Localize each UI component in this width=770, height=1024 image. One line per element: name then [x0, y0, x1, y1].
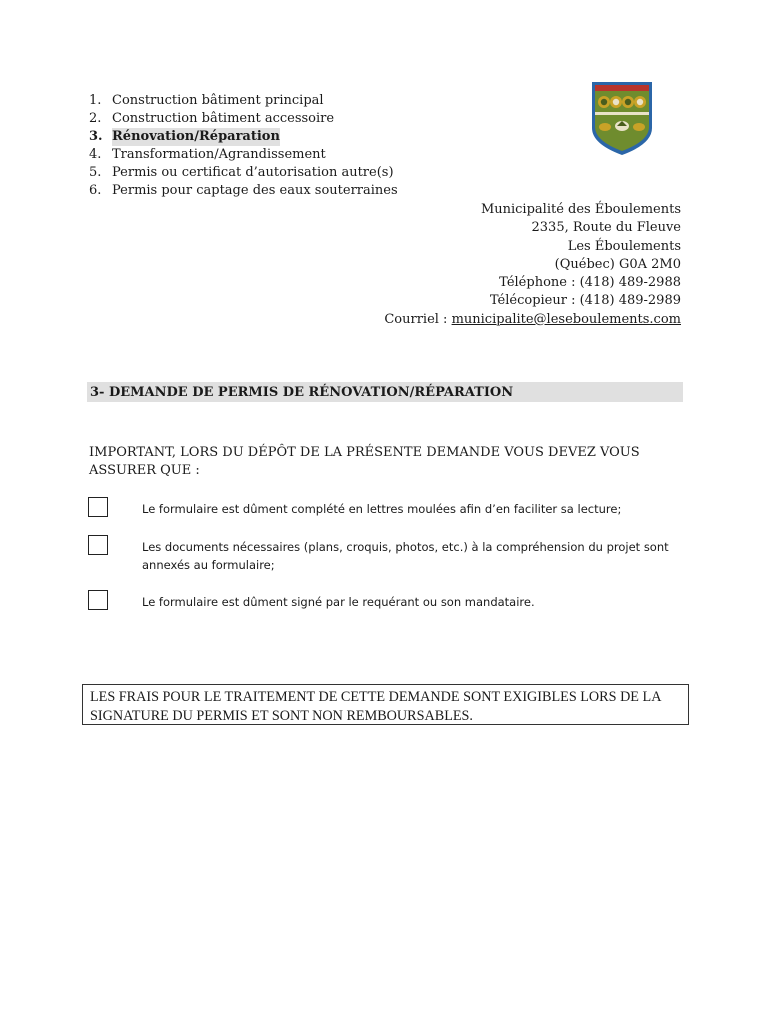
- permit-type-item: [89, 164, 398, 182]
- permit-type-number: 6.: [89, 183, 102, 198]
- permit-type-item: [89, 110, 398, 128]
- permit-type-number: 5.: [89, 165, 102, 180]
- permit-type-label: Transformation/Agrandissement: [112, 147, 326, 162]
- checklist-checkbox[interactable]: [88, 590, 108, 610]
- municipality-phone: Téléphone : (418) 489-2988: [499, 275, 681, 291]
- permit-type-number: 4.: [89, 147, 102, 162]
- municipality-street: 2335, Route du Fleuve: [531, 220, 681, 236]
- permit-type-list: [89, 92, 398, 200]
- permit-type-number: 2.: [89, 111, 102, 126]
- permit-type-label: Rénovation/Réparation: [112, 129, 280, 144]
- municipality-email-line: [384, 311, 681, 329]
- permit-type-item: [89, 92, 398, 110]
- municipality-address-block: [384, 201, 681, 329]
- permit-type-number: 1.: [89, 93, 102, 108]
- checklist-item-text: Le formulaire est dûment signé par le requérant ou son mandataire.: [142, 595, 535, 609]
- permit-type-number: 3.: [89, 129, 103, 144]
- section-title: 3- DEMANDE DE PERMIS DE RÉNOVATION/RÉPARATION: [87, 382, 683, 402]
- permit-type-label: Construction bâtiment principal: [112, 93, 324, 108]
- municipality-city: Les Éboulements: [567, 238, 681, 254]
- fee-notice-box: LES FRAIS POUR LE TRAITEMENT DE CETTE DEMANDE SONT EXIGIBLES LORS DE LA SIGNATURE DU PERMIS ET SONT NON REMBOURSABLES.: [82, 684, 689, 725]
- important-notice: IMPORTANT, LORS DU DÉPÔT DE LA PRÉSENTE DEMANDE VOUS DEVEZ VOUS ASSURER QUE :: [89, 445, 640, 478]
- checklist-checkbox[interactable]: [88, 497, 108, 517]
- email-link[interactable]: municipalite@leseboulements.com: [451, 311, 681, 327]
- permit-type-label: Construction bâtiment accessoire: [112, 111, 335, 126]
- checklist-item-text: Les documents nécessaires (plans, croquis, photos, etc.) à la compréhension du projet sont annexés au formulaire;: [142, 540, 669, 572]
- permit-type-label: Permis ou certificat d’autorisation autre(s): [112, 165, 394, 180]
- permit-type-label: Permis pour captage des eaux souterraines: [112, 183, 398, 198]
- permit-type-item: [89, 182, 398, 200]
- checklist-checkbox[interactable]: [88, 535, 108, 555]
- municipality-fax: Télécopieur : (418) 489-2989: [489, 293, 681, 309]
- permit-type-item: [89, 146, 398, 164]
- municipality-province-postal: (Québec) G0A 2M0: [554, 256, 681, 272]
- crest-shield-icon: [586, 78, 658, 158]
- email-label: Courriel :: [384, 311, 452, 327]
- permit-type-item-selected: [89, 128, 398, 146]
- municipality-name: Municipalité des Éboulements: [480, 202, 681, 217]
- checklist-item-text: Le formulaire est dûment complété en lettres moulées afin d’en faciliter sa lecture;: [142, 502, 622, 516]
- municipal-crest-logo: [586, 78, 658, 158]
